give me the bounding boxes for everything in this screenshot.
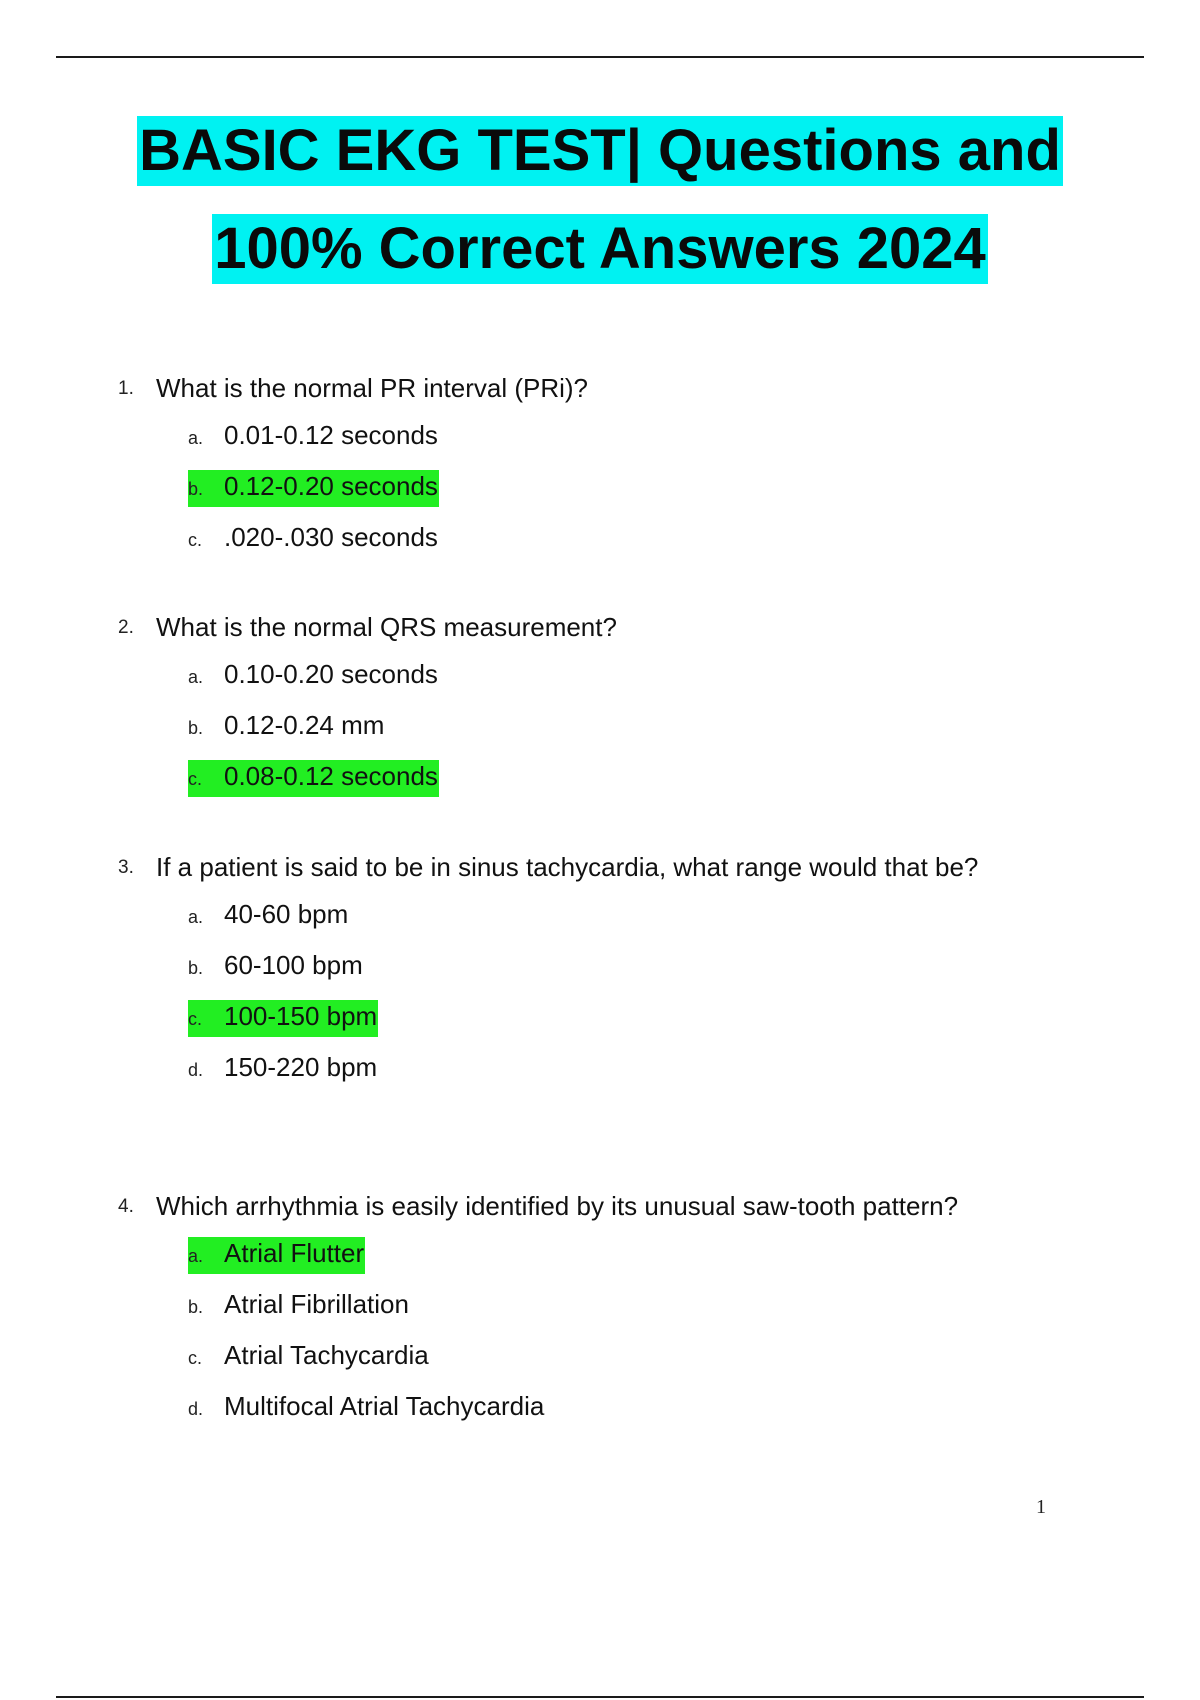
question-text: If a patient is said to be in sinus tachycardia, what range would that be? <box>156 852 979 882</box>
option-a <box>188 653 1038 704</box>
option-text: 0.12-0.24 mm <box>224 710 385 740</box>
question-number: 2. <box>118 617 134 638</box>
option-letter: b. <box>188 1297 204 1317</box>
question-4 <box>118 1182 1038 1436</box>
option-letter: c. <box>188 1348 203 1368</box>
option-text: Atrial Tachycardia <box>224 1340 429 1370</box>
option-text: 0.10-0.20 seconds <box>224 659 438 689</box>
question-number: 3. <box>118 857 134 878</box>
option-letter: c. <box>188 1009 203 1029</box>
bottom-rule <box>56 1696 1144 1698</box>
question-number: 4. <box>118 1196 134 1217</box>
option-letter: b. <box>188 958 204 978</box>
option-c-correct <box>188 995 1038 1046</box>
option-list <box>118 1232 1038 1436</box>
option-d <box>188 1046 1038 1097</box>
option-list <box>118 653 1038 806</box>
option-d <box>188 1385 1038 1436</box>
option-text: Atrial Fibrillation <box>224 1289 409 1319</box>
option-b <box>188 944 1038 995</box>
option-text: 40-60 bpm <box>224 899 349 929</box>
option-b-correct <box>188 465 1038 516</box>
option-text: 0.12-0.20 seconds <box>224 471 438 501</box>
option-letter: a. <box>188 1246 204 1266</box>
page-number: 1 <box>1036 1496 1046 1518</box>
option-list <box>118 893 1038 1097</box>
title-line-2: 100% Correct Answers 2024 <box>212 214 988 284</box>
option-c-correct <box>188 755 1038 806</box>
option-letter: c. <box>188 769 203 789</box>
option-b <box>188 1283 1038 1334</box>
question-text: What is the normal QRS measurement? <box>156 612 617 642</box>
title-line-1: BASIC EKG TEST| Questions and <box>137 116 1063 186</box>
option-text: 0.01-0.12 seconds <box>224 420 438 450</box>
question-number: 1. <box>118 378 134 399</box>
option-letter: a. <box>188 907 204 927</box>
option-letter: a. <box>188 667 204 687</box>
option-text: Multifocal Atrial Tachycardia <box>224 1391 545 1421</box>
option-a-correct <box>188 1232 1038 1283</box>
option-letter: b. <box>188 718 204 738</box>
option-text: .020-.030 seconds <box>224 522 438 552</box>
option-text: 0.08-0.12 seconds <box>224 761 438 791</box>
option-letter: d. <box>188 1399 204 1419</box>
option-c <box>188 516 1038 567</box>
option-a <box>188 414 1038 465</box>
option-c <box>188 1334 1038 1385</box>
option-letter: a. <box>188 428 204 448</box>
question-text: What is the normal PR interval (PRi)? <box>156 373 589 403</box>
option-letter: b. <box>188 479 204 499</box>
option-a <box>188 893 1038 944</box>
option-letter: d. <box>188 1060 204 1080</box>
question-2 <box>118 603 1038 806</box>
option-letter: c. <box>188 530 203 550</box>
top-rule <box>56 56 1144 58</box>
option-text: 150-220 bpm <box>224 1052 378 1082</box>
option-text: Atrial Flutter <box>224 1238 365 1268</box>
question-3 <box>118 843 1038 1097</box>
option-text: 100-150 bpm <box>224 1001 378 1031</box>
option-b <box>188 704 1038 755</box>
question-1 <box>118 364 1038 567</box>
option-text: 60-100 bpm <box>224 950 363 980</box>
question-text: Which arrhythmia is easily identified by its unusual saw-tooth pattern? <box>156 1191 959 1221</box>
option-list <box>118 414 1038 567</box>
